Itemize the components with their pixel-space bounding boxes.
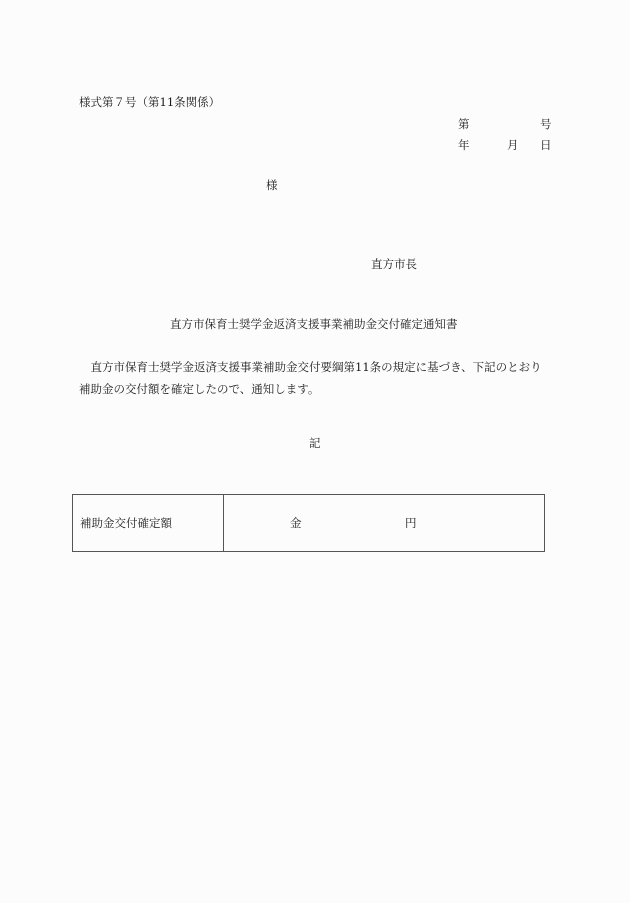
addressee-suffix: 様	[266, 178, 278, 192]
amount-prefix: 金	[290, 516, 302, 530]
issue-number-suffix: 号	[540, 117, 552, 131]
amount-table	[72, 494, 545, 552]
date-month-label: 月	[507, 138, 519, 152]
amount-label-cell	[73, 495, 224, 551]
issuer-name: 直方市長	[371, 257, 417, 271]
body-paragraph: 直方市保育士奨学金返済支援事業補助金交付要綱第11条の規定に基づき、下記のとおり補助金の交付額を確定したので、通知します。	[79, 360, 542, 396]
amount-unit: 円	[405, 516, 417, 530]
document-title: 直方市保育士奨学金返済支援事業補助金交付確定通知書	[170, 317, 458, 331]
issue-number-label: 第	[458, 117, 470, 131]
amount-label: 補助金交付確定額	[80, 516, 172, 530]
ki-heading: 記	[309, 436, 321, 450]
date-day-label: 日	[540, 138, 552, 152]
form-number: 様式第７号（第11条関係）	[79, 95, 221, 109]
date-year-label: 年	[458, 138, 470, 152]
amount-value-cell	[224, 495, 544, 551]
